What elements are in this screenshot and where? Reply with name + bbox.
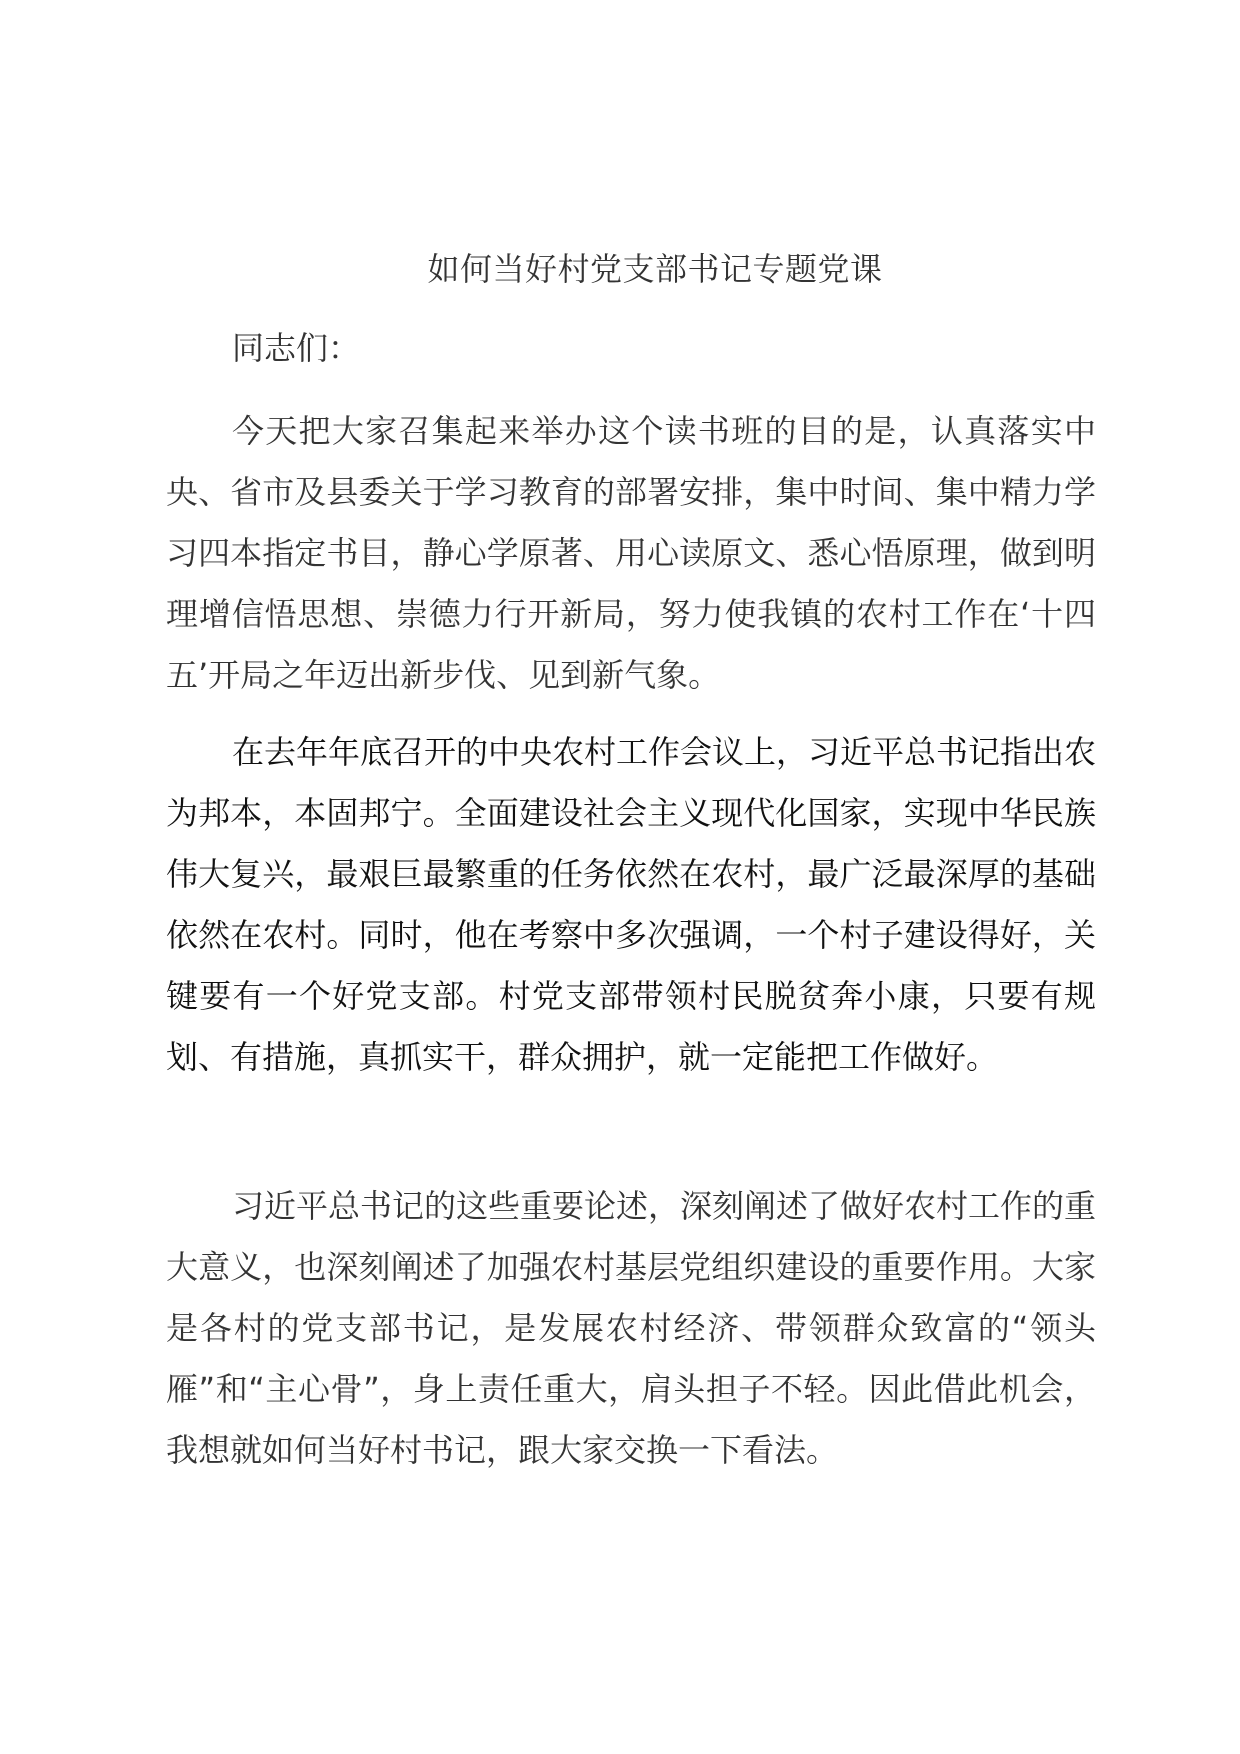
document-title: 如何当好村党支部书记专题党课 <box>427 250 883 288</box>
paragraph-3: 习近平总书记的这些重要论述，深刻阐述了做好农村工作的重大意义，也深刻阐述了加强农村基层党组织建设的重要作用。大家是各村的党支部书记，是发展农村经济、带领群众致富的“领头雁”和“主心骨”，身上责任重大，肩头担子不轻。因此借此机会，我想就如何当好村书记，跟大家交换一下看法。 <box>166 1187 1097 1469</box>
salutation: 同志们： <box>232 329 361 367</box>
paragraph-2: 在去年年底召开的中央农村工作会议上，习近平总书记指出农为邦本，本固邦宁。全面建设社会主义现代化国家，实现中华民族伟大复兴，最艰巨最繁重的任务依然在农村，最广泛最深厚的基础依然在农村。同时，他在考察中多次强调，一个村子建设得好，关键要有一个好党支部。村党支部带领村民脱贫奔小康，只要有规划、有措施，真抓实干，群众拥护，就一定能把工作做好。 <box>166 733 1097 1076</box>
paragraph-1: 今天把大家召集起来举办这个读书班的目的是，认真落实中央、省市及县委关于学习教育的部署安排，集中时间、集中精力学习四本指定书目，静心学原著、用心读原文、悉心悟原理，做到明理增信悟思想、崇德力行开新局，努力使我镇的农村工作在‘十四五’开局之年迈出新步伐、见到新气象。 <box>166 412 1096 694</box>
